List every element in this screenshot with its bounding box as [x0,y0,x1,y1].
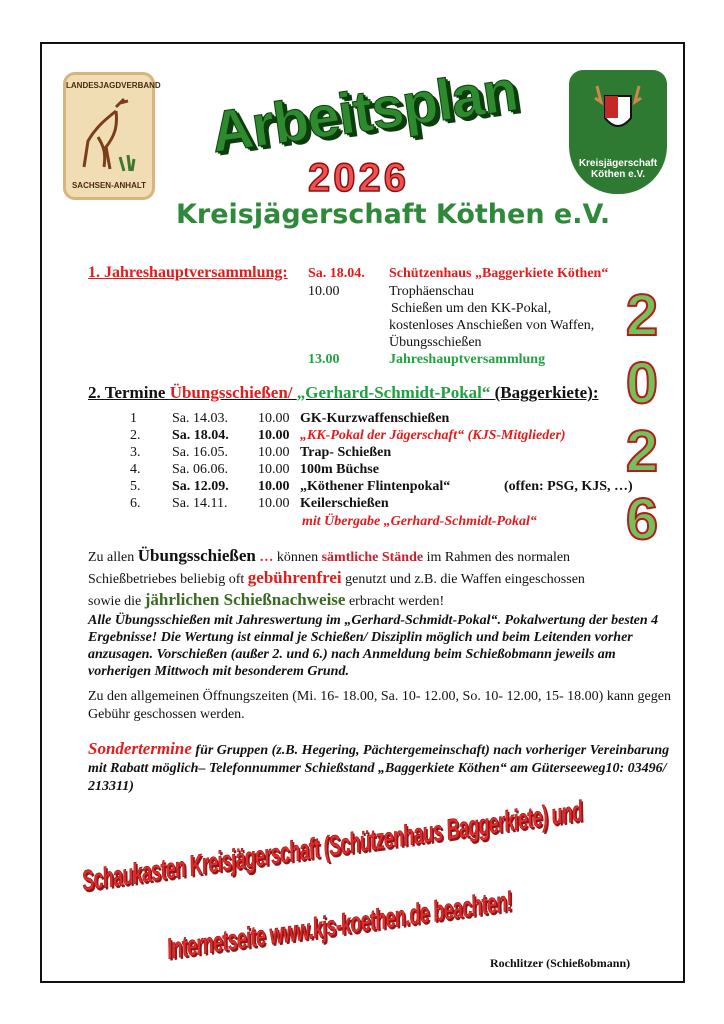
schedule-no: 6. [130,496,141,511]
heading-part: 2. Termine [88,383,170,402]
section1-item: Trophäenschau [389,284,475,299]
section1-item: Übungsschießen [389,335,482,350]
schedule-date: Sa. 06.06. [172,462,228,477]
schedule-time: 10.00 [258,462,290,477]
schedule-event: Trap- Schießen [300,445,392,460]
banner-line2: Internetseite www.kjs-koethen.de beachten! [165,885,515,966]
section1-time1: 10.00 [308,284,340,299]
text: sämtliche Stände [321,550,424,565]
schedule-time: 10.00 [258,411,290,426]
schedule-no: 2. [130,428,141,443]
schedule-event: „KK-Pokal der Jägerschaft“ (KJS-Mitglieder) [300,428,566,443]
schedule-subnote: mit Übergabe „Gerhard-Schmidt-Pokal“ [302,514,537,529]
year-digit: 6 [625,487,659,552]
text: Übungsschießen [137,546,256,565]
info-section [88,546,673,796]
section1-date: Sa. 18.04. [308,266,365,281]
text: … [255,550,274,565]
schedule-time: 10.00 [258,445,290,460]
heading-part: (Baggerkiete): [494,383,599,402]
deer-icon [76,97,142,173]
year: 2026 [308,156,409,200]
section1-venue: Schützenhaus „Baggerkiete Köthen“ [389,266,609,281]
year-digit: 2 [625,419,659,484]
text: jährlichen Schießnachweise [144,590,346,609]
heading-part: „Gerhard-Schmidt-Pokal“ [296,383,495,402]
schedule-date: Sa. 14.11. [172,496,228,511]
antler-shield-icon [591,82,645,138]
text: genutzt und z.B. die Waffen eingeschossen [341,572,585,587]
section1-event2: Jahreshauptversammlung [389,352,546,367]
text: können [273,550,322,565]
text: sowie die [88,594,145,609]
schedule-time: 10.00 [258,496,290,511]
kreisjaegerschaft-logo [569,70,667,194]
section2-heading [88,383,598,403]
banner-line1: Schaukasten Kreisjägerschaft (Schützenhaus Baggerkiete) und [80,795,585,898]
schedule-event: „Köthener Flintenpokal“ [300,479,451,494]
year-digit: 0 [625,351,659,416]
schedule-no: 4. [130,462,141,477]
text: gebührenfrei [247,568,342,587]
schedule-time: 10.00 [258,479,290,494]
section1-item: kostenloses Anschießen von Waffen, [389,318,595,333]
schedule-event: 100m Büchse [300,462,379,477]
special-dates [88,740,673,796]
italic-note: Alle Übungsschießen mit Jahreswertung im „Gerhard-Schmidt-Pokal“. Pokalwertung der besten 4 Ergebnisse! Die Wertung ist einmal je Schießen/ Disziplin möglich und beim Leitenden vorher anzusagen. Vorschießen (außer 2. und 6.) nach Anmeldung beim Schießobmann jeweils am vorherigen Mittwoch mit besonderem Grund. [88,613,659,679]
text: Sondertermine [88,739,192,758]
text: Zu allen [88,550,138,565]
logo-text: Kreisjägerschaft Köthen e.V. [578,158,658,180]
schedule-no: 5. [130,479,141,494]
schedule-no: 3. [130,445,141,460]
schedule-date: Sa. 16.05. [172,445,228,460]
schedule-event: Keilerschießen [300,496,389,511]
section1-item: Schießen um den KK-Pokal, [391,301,552,316]
schedule-time: 10.00 [258,428,290,443]
text: im Rahmen des normalen [423,550,571,565]
schedule-no: 1 [130,411,137,426]
signature: Rochlitzer (Schießobmann) [490,956,631,970]
text: Schießbetriebes beliebig oft [88,572,248,587]
schedule-date: Sa. 14.03. [172,411,228,426]
landesjagdverband-logo [63,72,161,200]
organization-name: Kreisjägerschaft Köthen e.V. [176,199,611,230]
schedule-event: GK-Kurzwaffenschießen [300,411,450,426]
schedule-date: Sa. 18.04. [172,428,229,443]
section1-time2: 13.00 [308,352,340,367]
text: für Gruppen (z.B. Hegering, Pächtergemeinschaft) nach vorheriger Vereinbarung mit Rabatt möglich– Telefonnummer Schießstand „Baggerkiete Köthen“ am Güterseeweg10: 03496/ 213311) [88,743,670,794]
logo-text-top: LANDESJAGDVERBAND [66,81,161,90]
heading-part: Übungsschießen/ [169,383,297,402]
schedule-date: Sa. 12.09. [172,479,229,494]
text: erbracht werden! [345,594,445,609]
schedule-extra: (offen: PSG, KJS, …) [504,479,633,494]
opening-hours: Zu den allgemeinen Öffnungszeiten (Mi. 16- 18.00, Sa. 10- 12.00, So. 10- 12.00, 15- 18.00) kann gegen Gebühr geschossen werden. [88,689,671,722]
section1-heading: 1. Jahreshauptversammlung: [88,264,288,281]
vertical-year [612,282,672,554]
title: Arbeitsplan [206,57,522,166]
year-digit: 2 [625,283,659,348]
logo-text-bottom: SACHSEN-ANHALT [71,181,147,190]
